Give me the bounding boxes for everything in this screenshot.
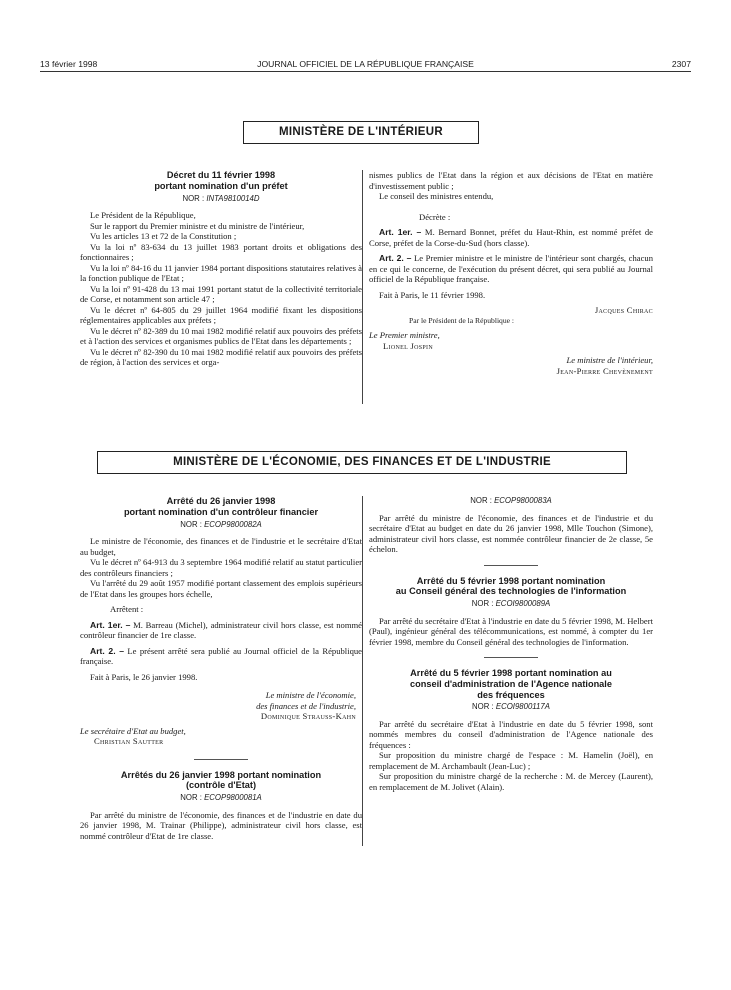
minister-title-2: des finances et de l'industrie, bbox=[256, 700, 356, 711]
article-label: Art. 1er. – bbox=[379, 227, 422, 237]
article-2 bbox=[369, 253, 653, 285]
paragraph: Vu la loi nº 91-428 du 13 mai 1991 portant statut de la collectivité territoriale de Corse, et notamment son article 47 ; bbox=[80, 283, 362, 305]
paragraph: Sur le rapport du Premier ministre et du ministre de l'intérieur, bbox=[90, 220, 305, 231]
done-at: Fait à Paris, le 11 février 1998. bbox=[379, 289, 486, 300]
arrete-title-line2: conseil d'administration de l'Agence nationale bbox=[410, 678, 612, 689]
section-separator bbox=[484, 657, 538, 658]
article-1 bbox=[369, 227, 653, 248]
decree-right-column bbox=[369, 170, 653, 376]
decree-title-line1: Décret du 11 février 1998 bbox=[166, 170, 276, 180]
done-at: Fait à Paris, le 26 janvier 1998. bbox=[90, 671, 198, 682]
nor-code: ECOP9800082A bbox=[204, 519, 262, 529]
paragraph: Par arrêté du secrétaire d'Etat à l'industrie en date du 5 février 1998, sont nommés membres du conseil d'administration de l'Agence nationale des fréquences : bbox=[369, 718, 653, 750]
nor-label: NOR : bbox=[471, 599, 494, 609]
article-1 bbox=[80, 620, 362, 641]
minister-name: Jean-Pierre Chevènement bbox=[556, 365, 653, 376]
paragraph: Par arrêté du ministre de l'économie, des finances et de l'industrie en date du 26 janvier 1998, M. Trainar (Philippe), administrateur civil hors classe, est nommé contrôleur d'Etat de 1re classe. bbox=[80, 809, 362, 841]
column-divider bbox=[362, 170, 363, 404]
paragraph: Sur proposition du ministre chargé de la recherche : M. de Mercey (Laurent), en remplacement de M. Jolivet (Alain). bbox=[369, 771, 653, 792]
ministry-heading-interior: MINISTÈRE DE L'INTÉRIEUR bbox=[243, 121, 479, 144]
column-divider bbox=[362, 496, 363, 846]
header-journal-title: JOURNAL OFFICIEL DE LA RÉPUBLIQUE FRANÇAISE bbox=[257, 59, 474, 69]
arrete-title-line1: Arrêtés du 26 janvier 1998 portant nomination bbox=[120, 769, 322, 780]
paragraph: Vu la loi nº 83-634 du 13 juillet 1983 portant droits et obligations des fonctionnaires ; bbox=[80, 241, 362, 263]
minister-title-1: Le ministre de l'économie, bbox=[265, 690, 356, 701]
arrete-title-line2: (contrôle d'Etat) bbox=[185, 780, 257, 791]
article-text: M. Barreau (Michel), administrateur civil hors classe, est nommé contrôleur financier de 1re classe. bbox=[80, 619, 362, 641]
arrete-nor bbox=[369, 702, 653, 713]
ministry-heading-economy: MINISTÈRE DE L'ÉCONOMIE, DES FINANCES ET DE L'INDUSTRIE bbox=[97, 451, 627, 474]
nor-label: NOR : bbox=[470, 496, 492, 505]
article-label: Art. 2. – bbox=[90, 645, 124, 656]
article-label: Art. 1er. – bbox=[90, 619, 131, 630]
nor-label: NOR : bbox=[180, 793, 202, 803]
minister-title: Le ministre de l'intérieur, bbox=[566, 355, 653, 365]
paragraph: Vu le décret nº 82-390 du 10 mai 1982 modifié relatif aux pouvoirs des préfets de région, à l'action des services et orga- bbox=[80, 346, 362, 368]
pm-title: Le Premier ministre, bbox=[369, 330, 440, 340]
decree-title-line2: portant nomination d'un préfet bbox=[154, 180, 288, 191]
nor-label: NOR : bbox=[472, 702, 494, 712]
nor-code: INTA9810014D bbox=[206, 193, 260, 203]
secretary-name: Christian Sautter bbox=[94, 736, 164, 747]
arrete-title-line1: Arrêté du 26 janvier 1998 bbox=[166, 496, 276, 506]
arretent-label: Arrêtent : bbox=[110, 604, 144, 615]
header-date: 13 février 1998 bbox=[40, 59, 98, 69]
arrete-title-line3: des fréquences bbox=[477, 689, 545, 700]
article-2 bbox=[80, 646, 362, 667]
article-text: Le présent arrêté sera publié au Journal officiel de la République française. bbox=[80, 645, 362, 667]
paragraph: Vu le décret nº 82-389 du 10 mai 1982 modifié relatif aux pouvoirs des préfets et à l'action des services et organismes publics de l'Etat dans les départements ; bbox=[80, 325, 362, 347]
pm-name: Lionel Jospin bbox=[383, 340, 433, 351]
nor-code: ECOI9800117A bbox=[495, 702, 550, 712]
paragraph: Vu les articles 13 et 72 de la Constitution ; bbox=[90, 231, 237, 242]
article-text: M. Bernard Bonnet, préfet du Haut-Rhin, est nommé préfet de Corse, préfet de la Corse-du-Sud (hors classe). bbox=[369, 227, 653, 248]
paragraph: Vu le décret nº 64-805 du 29 juillet 1964 modifié fixant les dispositions réglementaires applicables aux préfets ; bbox=[80, 304, 362, 326]
arrete-title-line2: portant nomination d'un contrôleur financier bbox=[123, 506, 319, 517]
paragraph: Le conseil des ministres entendu, bbox=[379, 191, 494, 201]
header-page-number: 2307 bbox=[671, 59, 691, 69]
section-separator bbox=[484, 565, 538, 566]
signer-name: Jacques Chirac bbox=[594, 305, 653, 315]
paragraph: nismes publics de l'Etat dans la région et aux décisions de l'Etat en matière d'investissement public ; bbox=[369, 170, 653, 191]
arrete-nor bbox=[369, 599, 653, 610]
decrete-label: Décrète : bbox=[419, 211, 451, 222]
arrete-title-line1: Arrêté du 5 février 1998 portant nomination au bbox=[410, 668, 612, 679]
arrete-nor bbox=[80, 520, 362, 531]
secretary-title: Le secrétaire d'Etat au budget, bbox=[80, 725, 186, 736]
paragraph: Le Président de la République, bbox=[90, 210, 196, 221]
paragraph: Le ministre de l'économie, des finances et de l'industrie et le secrétaire d'Etat au budget, bbox=[80, 536, 362, 557]
paragraph: Vu le décret nº 64-913 du 3 septembre 1964 modifié relatif au statut particulier des contrôleurs financiers ; bbox=[80, 557, 362, 578]
header-rule bbox=[40, 71, 691, 72]
arrete-nor bbox=[369, 496, 653, 507]
nor-label: NOR : bbox=[182, 193, 205, 203]
paragraph: Sur proposition du ministre chargé de l'espace : M. Hamelin (Joël), en remplacement de M. Archambault (Jean-Luc) ; bbox=[369, 750, 653, 771]
section-separator bbox=[194, 759, 248, 760]
paragraph: Vu l'arrêté du 29 août 1957 modifié portant classement des emplois supérieurs de l'Etat dans les groupes hors échelle, bbox=[80, 578, 362, 599]
nor-code: ECOP9800081A bbox=[204, 793, 262, 803]
nor-code: ECOP9800083A bbox=[494, 496, 552, 505]
paragraph: Par arrêté du ministre de l'économie, des finances et de l'industrie et du secrétaire d'Etat au budget en date du 26 janvier 1998, Mlle Touchon (Simone), administrateur civil hors classe, est nommée contrôleur financier de 2e classe, 5e échelon. bbox=[369, 512, 653, 554]
arrete-title-line1: Arrêté du 5 février 1998 portant nomination bbox=[416, 575, 606, 586]
arrete-nor bbox=[80, 793, 362, 804]
arrete-title-line2: au Conseil général des technologies de l'information bbox=[395, 586, 627, 597]
paragraph: Par arrêté du secrétaire d'Etat à l'industrie en date du 5 février 1998, M. Helbert (Paul), ingénieur général des télécommunications, est nommé, à compter du 1er février 1998, membre du Conseil général des technologies de l'information. bbox=[369, 615, 653, 647]
minister-name: Dominique Strauss-Kahn bbox=[260, 711, 356, 722]
paragraph: Vu la loi nº 84-16 du 11 janvier 1984 portant dispositions statutaires relatives à la fonction publique de l'Etat ; bbox=[80, 262, 362, 284]
decree-nor bbox=[80, 194, 362, 205]
nor-label: NOR : bbox=[180, 519, 202, 529]
nor-code: ECOI9800089A bbox=[495, 599, 551, 609]
article-label: Art. 2. – bbox=[379, 253, 412, 263]
article-text: Le Premier ministre et le ministre de l'intérieur sont chargés, chacun en ce qui le concerne, de l'exécution du présent décret, qui sera publié au Journal officiel de la République française. bbox=[369, 253, 653, 284]
page-header bbox=[40, 59, 691, 71]
by-president: Par le Président de la République : bbox=[409, 315, 515, 325]
economy-right-column bbox=[369, 496, 653, 792]
economy-left-column bbox=[80, 496, 362, 841]
decree-left-column bbox=[80, 170, 362, 368]
